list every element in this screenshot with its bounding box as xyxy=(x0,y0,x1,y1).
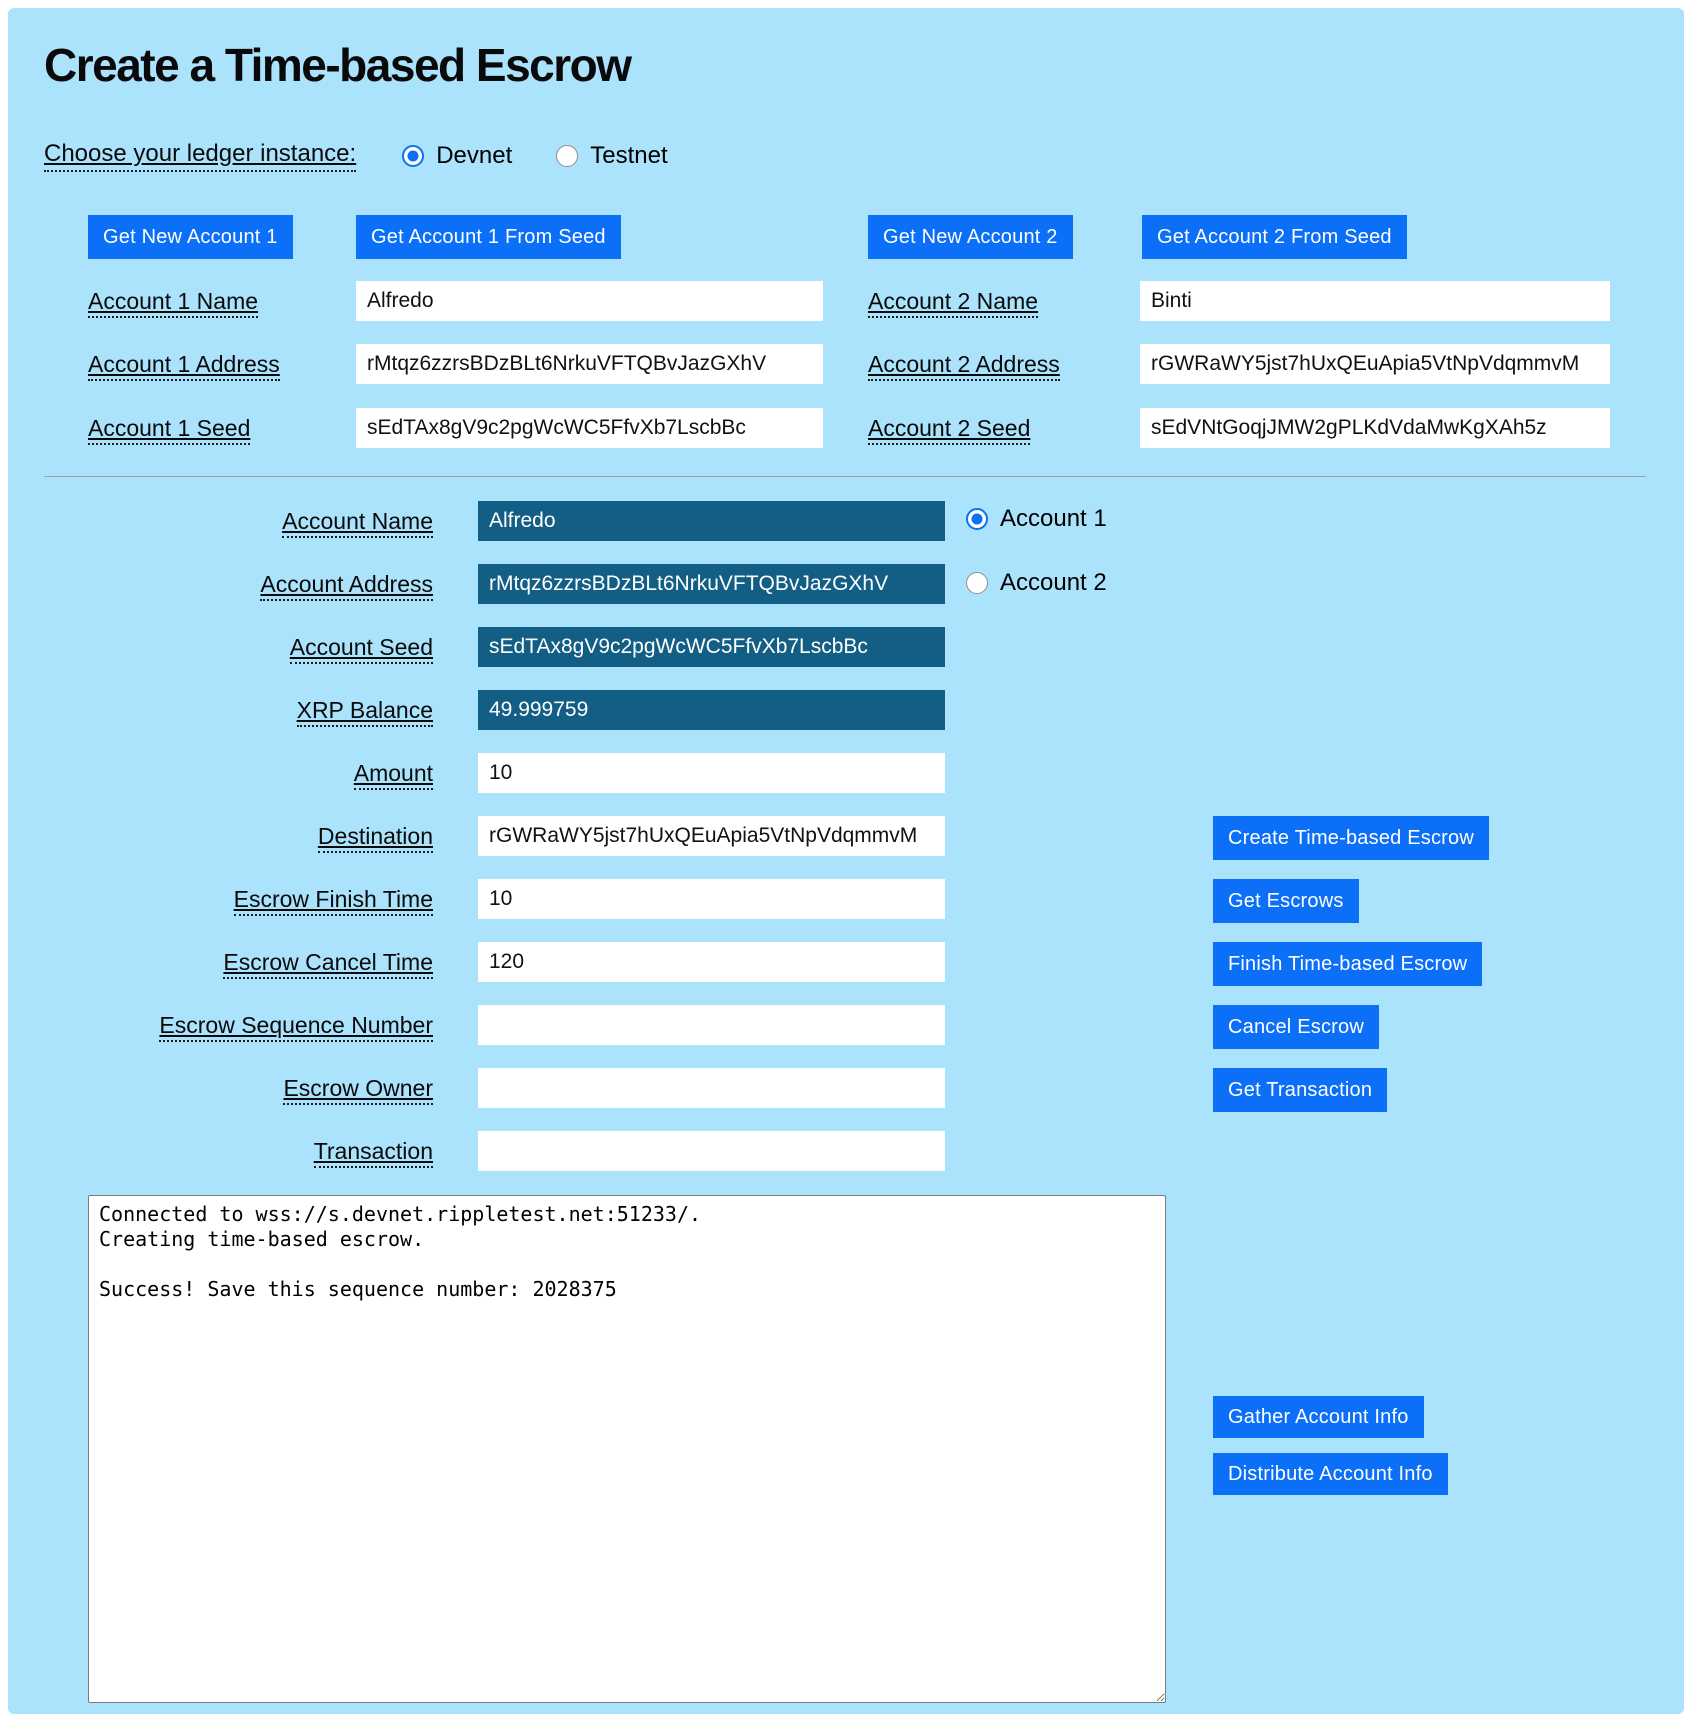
xrp-balance-label: XRP Balance xyxy=(108,690,433,730)
escrow-finish-time-input[interactable] xyxy=(478,879,945,919)
account-1-radio-label: Account 1 xyxy=(1000,505,1107,532)
destination-label: Destination xyxy=(108,816,433,856)
amount-label: Amount xyxy=(108,753,433,793)
account-2-address-input[interactable] xyxy=(1140,344,1610,384)
escrow-owner-label: Escrow Owner xyxy=(108,1068,433,1108)
escrow-owner-input[interactable] xyxy=(478,1068,945,1108)
escrow-cancel-time-label: Escrow Cancel Time xyxy=(108,942,433,982)
get-account-2-from-seed-button[interactable]: Get Account 2 From Seed xyxy=(1142,215,1407,259)
account-1-name-label: Account 1 Name xyxy=(88,281,258,321)
account-2-radio-label: Account 2 xyxy=(1000,569,1107,596)
get-new-account-2-button[interactable]: Get New Account 2 xyxy=(868,215,1073,259)
account-1-address-input[interactable] xyxy=(356,344,823,384)
account-2-seed-input[interactable] xyxy=(1140,408,1610,448)
xrp-balance-field[interactable] xyxy=(478,690,945,730)
account-1-address-label: Account 1 Address xyxy=(88,344,280,384)
transaction-label: Transaction xyxy=(108,1131,433,1171)
devnet-radio-label: Devnet xyxy=(436,142,513,169)
account-1-seed-label: Account 1 Seed xyxy=(88,408,250,448)
gather-account-info-button[interactable]: Gather Account Info xyxy=(1213,1396,1424,1438)
ledger-chooser xyxy=(44,140,668,172)
console-output[interactable] xyxy=(88,1195,1166,1703)
ledger-option-testnet[interactable] xyxy=(556,142,667,170)
account-2-radio-option[interactable] xyxy=(966,569,1107,597)
account-1-radio-option[interactable] xyxy=(966,505,1107,533)
account-address-field[interactable] xyxy=(478,564,945,604)
escrow-cancel-time-input[interactable] xyxy=(478,942,945,982)
get-transaction-button[interactable]: Get Transaction xyxy=(1213,1068,1387,1112)
account-name-field[interactable] xyxy=(478,501,945,541)
destination-input[interactable] xyxy=(478,816,945,856)
escrow-finish-time-label: Escrow Finish Time xyxy=(108,879,433,919)
escrow-app-page xyxy=(8,8,1684,1714)
account-2-seed-label: Account 2 Seed xyxy=(868,408,1030,448)
get-new-account-1-button[interactable]: Get New Account 1 xyxy=(88,215,293,259)
ledger-chooser-label: Choose your ledger instance: xyxy=(44,140,356,172)
testnet-radio-label: Testnet xyxy=(590,142,668,169)
amount-input[interactable] xyxy=(478,753,945,793)
testnet-radio[interactable] xyxy=(556,145,578,167)
page-title: Create a Time-based Escrow xyxy=(44,39,631,91)
account-2-name-input[interactable] xyxy=(1140,281,1610,321)
transaction-input[interactable] xyxy=(478,1131,945,1171)
account-seed-label: Account Seed xyxy=(108,627,433,667)
create-time-based-escrow-button[interactable]: Create Time-based Escrow xyxy=(1213,816,1489,860)
get-escrows-button[interactable]: Get Escrows xyxy=(1213,879,1359,923)
account-1-name-input[interactable] xyxy=(356,281,823,321)
finish-time-based-escrow-button[interactable]: Finish Time-based Escrow xyxy=(1213,942,1482,986)
account-name-label: Account Name xyxy=(108,501,433,541)
account-2-address-label: Account 2 Address xyxy=(868,344,1060,384)
account-address-label: Account Address xyxy=(108,564,433,604)
account-seed-field[interactable] xyxy=(478,627,945,667)
escrow-sequence-number-input[interactable] xyxy=(478,1005,945,1045)
account-2-radio[interactable] xyxy=(966,572,988,594)
escrow-sequence-number-label: Escrow Sequence Number xyxy=(108,1005,433,1045)
cancel-escrow-button[interactable]: Cancel Escrow xyxy=(1213,1005,1379,1049)
section-divider xyxy=(44,476,1646,477)
account-2-name-label: Account 2 Name xyxy=(868,281,1038,321)
devnet-radio[interactable] xyxy=(402,145,424,167)
get-account-1-from-seed-button[interactable]: Get Account 1 From Seed xyxy=(356,215,621,259)
account-1-radio[interactable] xyxy=(966,508,988,530)
ledger-option-devnet[interactable] xyxy=(402,142,512,170)
distribute-account-info-button[interactable]: Distribute Account Info xyxy=(1213,1453,1448,1495)
account-1-seed-input[interactable] xyxy=(356,408,823,448)
